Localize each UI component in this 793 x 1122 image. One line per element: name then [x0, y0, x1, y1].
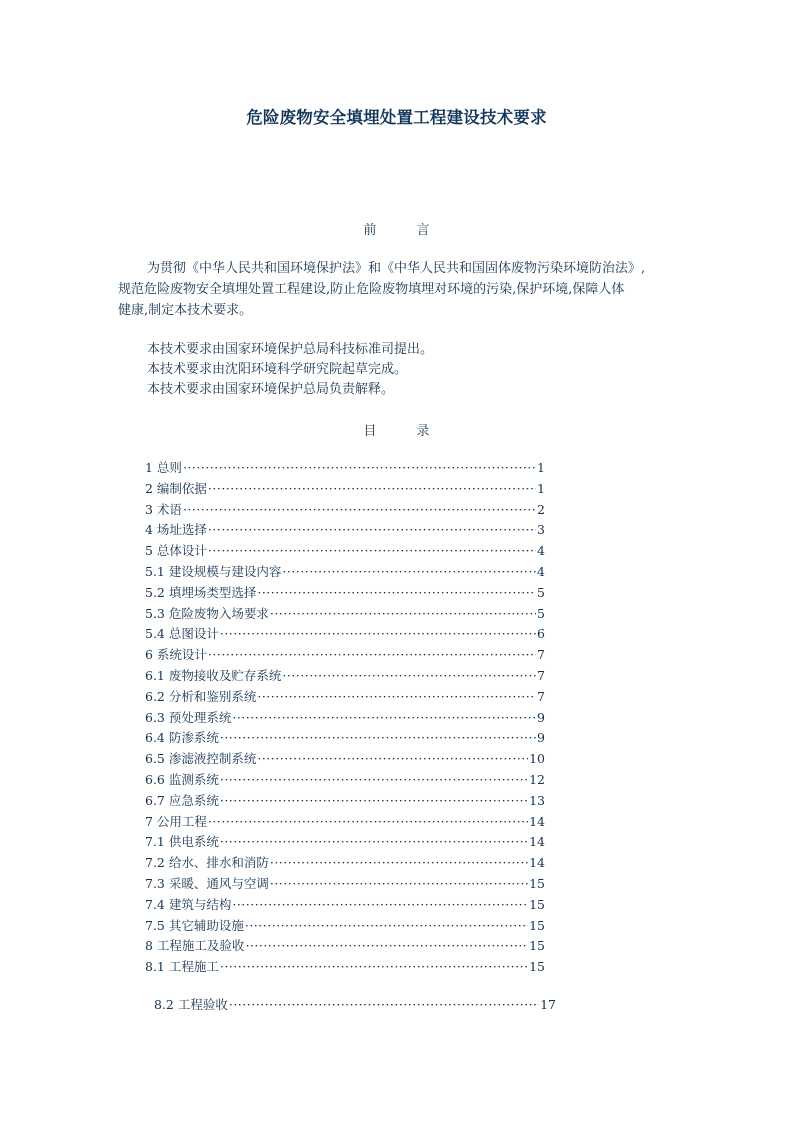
- toc-entry-label: 6.1 废物接收及贮存系统: [145, 667, 282, 683]
- toc-entry-label: 6 系统设计: [145, 647, 207, 663]
- toc-leader-dots: [245, 936, 528, 957]
- toc-entry-page: 4: [537, 563, 545, 579]
- toc-leader-dots: [220, 957, 528, 978]
- toc-leader-dots: [220, 770, 528, 791]
- toc-entry-label: 5.3 危险废物入场要求: [145, 605, 269, 621]
- toc-entry-label: 2 编制依据: [145, 480, 207, 496]
- foreword-statements: [147, 340, 433, 400]
- toc-leader-dots: [282, 562, 536, 583]
- toc-entry[interactable]: [145, 957, 545, 978]
- toc-leader-dots: [208, 812, 528, 833]
- toc-entry-page: 9: [537, 709, 545, 725]
- toc-leader-dots: [270, 853, 528, 874]
- toc-leader-dots: [220, 791, 528, 812]
- toc-entry[interactable]: [145, 604, 545, 625]
- toc-entry-label: 8.2 工程验收: [154, 997, 228, 1012]
- toc-entry[interactable]: [145, 520, 545, 541]
- toc-entry-label: 6.4 防渗系统: [145, 730, 219, 746]
- statement-drafted: 本技术要求由沈阳环境科学研究院起草完成。: [147, 362, 408, 377]
- toc-leader-dots: [257, 749, 528, 770]
- toc-leader-dots: [282, 666, 536, 687]
- toc-entry-label: 7 公用工程: [145, 813, 207, 829]
- toc-entry-page: 9: [537, 730, 545, 746]
- toc-entry[interactable]: [145, 812, 545, 833]
- toc-entry-page: 14: [529, 834, 545, 850]
- toc-entry-page: 15: [529, 875, 545, 891]
- toc-entry-label: 6.7 应急系统: [145, 792, 219, 808]
- toc-entry-label: 5.2 填埋场类型选择: [145, 584, 257, 600]
- toc-entry-page: 7: [537, 667, 545, 683]
- toc-entry-label: 7.4 建筑与结构: [145, 896, 232, 912]
- foreword-heading: 前 言: [363, 223, 448, 238]
- toc-entry[interactable]: [145, 936, 545, 957]
- toc-entry-label: 7.1 供电系统: [145, 834, 219, 850]
- toc-entry-label: 5 总体设计: [145, 543, 207, 559]
- foreword-line: 规范危险废物安全填埋处置工程建设,防止危险废物填埋对环境的污染,保护环境,保障人体: [118, 282, 625, 297]
- toc-leader-dots: [257, 583, 536, 604]
- toc-entry[interactable]: [145, 645, 545, 666]
- toc-heading: 目 录: [363, 424, 448, 439]
- toc-entry[interactable]: [145, 458, 545, 479]
- toc-entry[interactable]: [145, 479, 545, 500]
- toc-entry[interactable]: [145, 770, 545, 791]
- toc-entry-page: 15: [529, 938, 545, 954]
- toc-entry-page: 3: [537, 522, 545, 538]
- toc-entry-label: 6.5 渗滤液控制系统: [145, 751, 257, 767]
- toc-entry-page: 7: [537, 688, 545, 704]
- toc-entry-label: 6.3 预处理系统: [145, 709, 232, 725]
- toc-entry-label: 3 术语: [145, 501, 182, 517]
- toc-entry-page: 14: [529, 855, 545, 871]
- toc-entry-page: 15: [529, 896, 545, 912]
- toc-entry-page: 5: [537, 605, 545, 621]
- toc-entry[interactable]: [145, 749, 545, 770]
- foreword-line: 健康,制定本技术要求。: [118, 303, 253, 318]
- toc-entry[interactable]: [145, 583, 545, 604]
- toc-entry-label: 5.4 总图设计: [145, 626, 219, 642]
- toc-entry-label: 6.2 分析和鉴别系统: [145, 688, 257, 704]
- toc-leader-dots: [208, 520, 536, 541]
- toc-leader-dots: [208, 645, 536, 666]
- toc-leader-dots: [208, 541, 536, 562]
- toc-entry[interactable]: [145, 562, 545, 583]
- toc-entry-label: 8.1 工程施工: [145, 959, 219, 975]
- toc-entry-page: 13: [529, 792, 545, 808]
- toc-entry-page: 5: [537, 584, 545, 600]
- toc-leader-dots: [229, 995, 539, 1016]
- toc-entry[interactable]: [145, 895, 545, 916]
- toc-entry-label: 7.3 采暖、通风与空调: [145, 875, 269, 891]
- toc-entry-page: 15: [529, 959, 545, 975]
- table-of-contents: [145, 458, 545, 978]
- toc-entry-page: 2: [537, 501, 545, 517]
- toc-leader-dots: [208, 479, 536, 500]
- toc-entry[interactable]: [145, 624, 545, 645]
- toc-entry-label: 6.6 监测系统: [145, 771, 219, 787]
- toc-leader-dots: [183, 458, 536, 479]
- toc-entry[interactable]: [145, 791, 545, 812]
- toc-entry[interactable]: [145, 500, 545, 521]
- toc-leader-dots: [257, 687, 536, 708]
- toc-final-entry-block: [154, 995, 556, 1016]
- toc-leader-dots: [245, 916, 528, 937]
- toc-entry-label: 4 场址选择: [145, 522, 207, 538]
- toc-entry-page: 10: [529, 751, 545, 767]
- toc-entry-page: 17: [540, 997, 556, 1012]
- foreword-paragraph: [118, 258, 678, 321]
- toc-entry[interactable]: [145, 916, 545, 937]
- toc-entry[interactable]: [145, 708, 545, 729]
- toc-entry-label: 8 工程施工及验收: [145, 938, 245, 954]
- toc-entry[interactable]: [145, 728, 545, 749]
- toc-leader-dots: [232, 895, 528, 916]
- toc-leader-dots: [270, 604, 536, 625]
- toc-leader-dots: [232, 708, 536, 729]
- toc-entry-page: 1: [537, 480, 545, 496]
- toc-entry-label: 5.1 建设规模与建设内容: [145, 563, 282, 579]
- toc-leader-dots: [183, 500, 536, 521]
- toc-entry[interactable]: [145, 874, 545, 895]
- toc-leader-dots: [220, 832, 528, 853]
- toc-entry[interactable]: [154, 995, 556, 1016]
- toc-entry-page: 7: [537, 647, 545, 663]
- statement-proposed: 本技术要求由国家环境保护总局科技标准司提出。: [147, 342, 434, 357]
- toc-entry-page: 14: [529, 813, 545, 829]
- toc-entry[interactable]: [145, 832, 545, 853]
- toc-entry[interactable]: [145, 666, 545, 687]
- toc-entry-page: 6: [537, 626, 545, 642]
- toc-entry-label: 7.5 其它辅助设施: [145, 917, 244, 933]
- toc-entry-label: 1 总则: [145, 460, 182, 475]
- toc-leader-dots: [220, 624, 536, 645]
- foreword-line: 为贯彻《中华人民共和国环境保护法》和《中华人民共和国固体废物污染环境防治法》,: [147, 261, 646, 276]
- toc-entry[interactable]: [145, 687, 545, 708]
- toc-entry-page: 15: [529, 917, 545, 933]
- document-title: 危险废物安全填埋处置工程建设技术要求: [246, 108, 547, 127]
- toc-entry-page: 12: [529, 771, 545, 787]
- toc-entry[interactable]: [145, 541, 545, 562]
- toc-entry-page: 1: [537, 460, 545, 475]
- toc-entry[interactable]: [145, 853, 545, 874]
- toc-entry-label: 7.2 给水、排水和消防: [145, 855, 269, 871]
- statement-interpretation: 本技术要求由国家环境保护总局负责解释。: [147, 382, 395, 397]
- toc-leader-dots: [220, 728, 536, 749]
- toc-leader-dots: [270, 874, 528, 895]
- toc-entry-page: 4: [537, 543, 545, 559]
